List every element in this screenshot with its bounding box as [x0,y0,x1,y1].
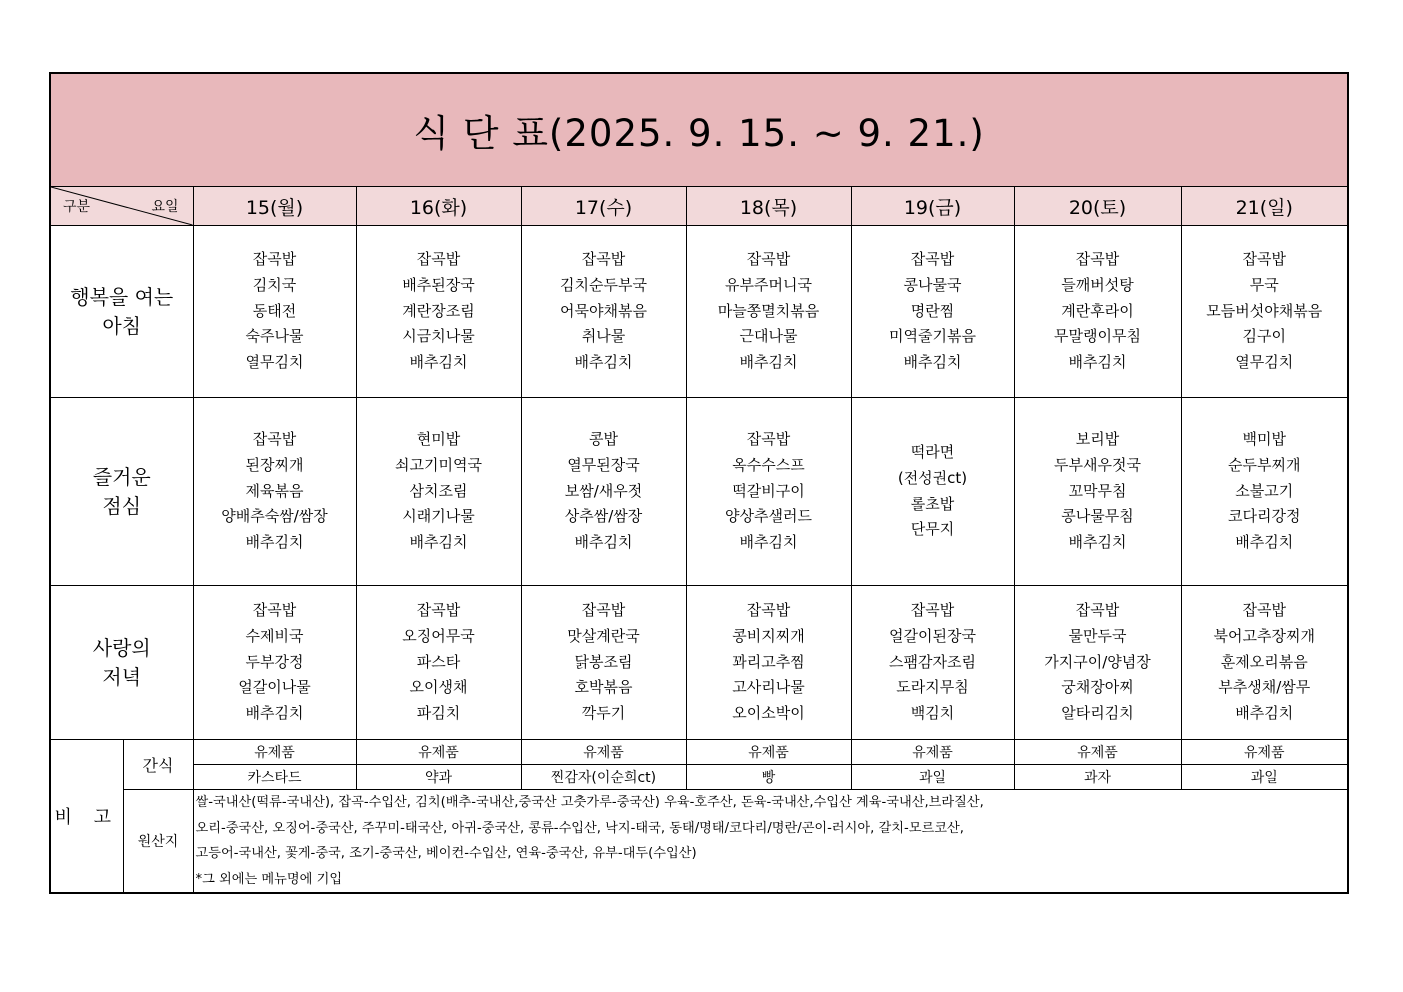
menu-item: 잡곡밥 [910,601,955,619]
lunch-label [50,398,193,586]
menu-cell [686,398,851,586]
menu-item: 꼬막무침 [1068,481,1127,500]
menu-item: 순두부찌개 [1228,455,1301,474]
menu-item: 수제비국 [245,626,304,645]
menu-item: 오이소박이 [732,704,805,723]
day-header-3: 17(수) [521,187,686,226]
menu-item: 스팸감자조림 [889,652,976,671]
day-header-7: 21(일) [1181,187,1348,226]
snack-label: 간식 [123,740,193,790]
snack-cell: 빵 [686,765,851,790]
menu-item: 잡곡밥 [581,250,626,268]
snack-cell: 유제품 [521,740,686,765]
day-header-6: 20(토) [1014,187,1181,226]
menu-item: 마늘쫑멸치볶음 [717,301,820,320]
menu-item: 호박볶음 [574,678,633,697]
menu-item: 가지구이/양념장 [1044,652,1151,671]
menu-item: 맛살계란국 [567,626,640,645]
menu-item: 훈제오리볶음 [1220,652,1308,671]
menu-item: 배추된장국 [402,275,475,294]
menu-item: 알타리김치 [1061,704,1134,723]
menu-cell [356,398,521,586]
menu-cell [1014,586,1181,740]
remarks-label: 비 고 [50,740,123,894]
menu-item: 물만두국 [1068,626,1127,645]
menu-item: 삼치조림 [409,481,468,500]
origin-note: *그 외에는 메뉴명에 기입 [195,871,343,887]
menu-item: 잡곡밥 [1075,601,1120,619]
menu-item: 파스타 [416,652,461,671]
menu-item: 롤초밥 [910,494,955,513]
menu-item: 현미밥 [416,430,461,448]
menu-cell [193,586,356,740]
menu-cell [686,586,851,740]
menu-item: 백김치 [910,704,955,723]
menu-item: 꽈리고추찜 [732,652,805,671]
menu-item: 잡곡밥 [416,601,461,619]
menu-item: 배추김치 [1235,533,1294,552]
menu-item: 얼갈이된장국 [889,626,976,645]
menu-item: 배추김치 [1068,353,1127,372]
menu-item: 백미밥 [1242,430,1286,448]
menu-item: 잡곡밥 [910,250,955,268]
menu-item: 열무된장국 [567,455,640,474]
menu-item: 배추김치 [739,353,798,372]
snack-cell: 유제품 [1181,740,1348,765]
menu-item: 단무지 [910,520,955,539]
menu-item: 배추김치 [245,704,304,723]
origin-label: 원산지 [123,790,193,894]
menu-item: 보리밥 [1075,430,1120,448]
menu-item: 잡곡밥 [1242,601,1286,619]
menu-cell [1181,398,1348,586]
day-header-4: 18(목) [686,187,851,226]
menu-cell [193,226,356,398]
menu-item: (전성권ct) [897,468,968,487]
snack-cell: 유제품 [193,740,356,765]
menu-item: 잡곡밥 [746,601,791,619]
snack-cell: 과일 [851,765,1014,790]
menu-item: 열무김치 [245,353,304,372]
menu-cell [1181,226,1348,398]
snack-cell: 약과 [356,765,521,790]
menu-item: 모듬버섯야채볶음 [1206,301,1323,320]
menu-item: 배추김치 [1068,533,1127,552]
menu-item: 배추김치 [574,353,633,372]
menu-item: 북어고추장찌개 [1213,626,1315,645]
menu-item: 잡곡밥 [746,250,791,268]
snack-cell: 과일 [1181,765,1348,790]
menu-cell [521,586,686,740]
meal-label-line: 저녁 [102,664,142,689]
menu-item: 두부강정 [245,652,304,671]
dinner-label [50,586,193,740]
menu-item: 시금치나물 [402,327,475,346]
menu-item: 계란후라이 [1061,301,1134,320]
page-title: 식 단 표(2025. 9. 15. ~ 9. 21.) [50,73,1348,187]
meal-label-line: 사랑의 [92,635,151,660]
menu-item: 무국 [1249,275,1279,294]
menu-item: 오이생채 [409,678,468,697]
menu-item: 고사리나물 [732,678,805,697]
menu-item: 콩나물무침 [1061,507,1134,526]
menu-item: 미역줄기볶음 [889,327,976,346]
menu-item: 숙주나물 [245,327,304,346]
menu-item: 배추김치 [1235,704,1294,723]
menu-cell [356,586,521,740]
menu-item: 소불고기 [1235,481,1294,500]
breakfast-label [50,226,193,398]
origin-row [50,790,1348,894]
menu-item: 보쌈/새우젓 [564,481,643,500]
menu-cell [356,226,521,398]
menu-item: 깍두기 [581,704,626,723]
breakfast-row [50,226,1348,398]
menu-item: 동태전 [252,301,297,320]
menu-item: 떡갈비구이 [732,481,805,500]
menu-item: 파김치 [416,704,461,723]
menu-item: 콩나물국 [903,275,962,294]
menu-item: 궁채장아찌 [1061,678,1134,697]
corner-label-weekday: 요일 [151,199,179,215]
menu-item: 잡곡밥 [252,430,297,448]
snack-cell: 과자 [1014,765,1181,790]
menu-item: 잡곡밥 [416,250,461,268]
menu-item: 들깨버섯탕 [1061,275,1134,294]
menu-item: 잡곡밥 [581,601,626,619]
snack-cell: 유제품 [851,740,1014,765]
menu-item: 잡곡밥 [252,250,297,268]
menu-item: 김치순두부국 [560,275,647,294]
origin-text [193,790,1348,894]
origin-line: 쌀-국내산(떡류-국내산), 잡곡-수입산, 김치(배추-국내산,중국산 고춧가루-중국산) 우육-호주산, 돈육-국내산,수입산 계육-국내산,브라질산, [195,795,984,810]
menu-item: 떡라면 [910,442,955,461]
corner-label-category: 구분 [63,199,91,215]
menu-cell [1014,398,1181,586]
menu-item: 김치국 [252,275,297,294]
menu-item: 두부새우젓국 [1054,455,1141,474]
snack-cell: 유제품 [1014,740,1181,765]
snack-cell: 유제품 [356,740,521,765]
menu-item: 콩밥 [589,430,618,448]
header-corner [50,187,193,226]
dinner-row [50,586,1348,740]
menu-item: 배추김치 [739,533,798,552]
snack-cell: 카스타드 [193,765,356,790]
menu-cell [1181,586,1348,740]
menu-item: 배추김치 [245,533,304,552]
menu-item: 어묵야채볶음 [560,301,647,320]
menu-item: 잡곡밥 [1242,250,1286,268]
meal-label-line: 즐거운 [92,464,151,489]
menu-item: 취나물 [581,327,626,346]
meal-label-line: 아침 [102,313,142,338]
lunch-row [50,398,1348,586]
menu-item: 배추김치 [903,353,962,372]
menu-item: 배추김치 [409,533,468,552]
menu-item: 제육볶음 [245,481,304,500]
day-header-2: 16(화) [356,187,521,226]
origin-line: 고등어-국내산, 꽃게-중국, 조기-중국산, 베이컨-수입산, 연육-중국산, 유부-대두(수입산) [195,846,697,861]
menu-item: 오징어무국 [402,626,475,645]
snack-row-2 [50,765,1348,790]
menu-cell [851,586,1014,740]
meal-label-line: 행복을 여는 [70,284,174,309]
menu-cell [521,226,686,398]
snack-cell: 찐감자(이순희ct) [521,765,686,790]
menu-item: 쇠고기미역국 [395,455,482,474]
menu-item: 열무김치 [1235,353,1294,372]
menu-item: 김구이 [1242,327,1286,346]
menu-item: 배추김치 [574,533,633,552]
menu-item: 잡곡밥 [1075,250,1120,268]
menu-item: 시래기나물 [402,507,475,526]
menu-item: 무말랭이무침 [1054,327,1141,346]
menu-cell [851,398,1014,586]
menu-item: 명란찜 [910,301,955,320]
menu-item: 양배추숙쌈/쌈장 [221,507,328,526]
menu-cell [851,226,1014,398]
menu-item: 부추생채/쌈무 [1218,678,1311,697]
menu-item: 된장찌개 [245,455,304,474]
menu-item: 옥수수스프 [732,455,805,474]
menu-cell [521,398,686,586]
menu-item: 배추김치 [409,353,468,372]
menu-item: 코다리강정 [1228,507,1301,526]
menu-item: 도라지무침 [896,678,969,697]
day-header-5: 19(금) [851,187,1014,226]
menu-table [49,72,1349,894]
menu-item: 닭봉조림 [574,652,633,671]
menu-item: 양상추샐러드 [725,507,812,526]
snack-cell: 유제품 [686,740,851,765]
header-row [50,187,1348,226]
menu-item: 계란장조림 [402,301,475,320]
menu-cell [1014,226,1181,398]
origin-line: 오리-중국산, 오징어-중국산, 주꾸미-태국산, 아귀-중국산, 콩류-수입산, 낙지-태국, 동태/명태/코다리/명란/곤이-러시아, 갈치-모르코산, [195,820,964,836]
menu-item: 유부주머니국 [725,275,812,294]
menu-cell [193,398,356,586]
menu-cell [686,226,851,398]
menu-item: 콩비지찌개 [732,626,805,645]
snack-row-1 [50,740,1348,765]
menu-item: 근대나물 [739,327,798,346]
menu-item: 얼갈이나물 [238,678,311,697]
menu-item: 잡곡밥 [746,430,791,448]
day-header-1: 15(월) [193,187,356,226]
menu-item: 잡곡밥 [252,601,297,619]
menu-item: 상추쌈/쌈장 [564,507,643,526]
meal-label-line: 점심 [102,493,142,518]
